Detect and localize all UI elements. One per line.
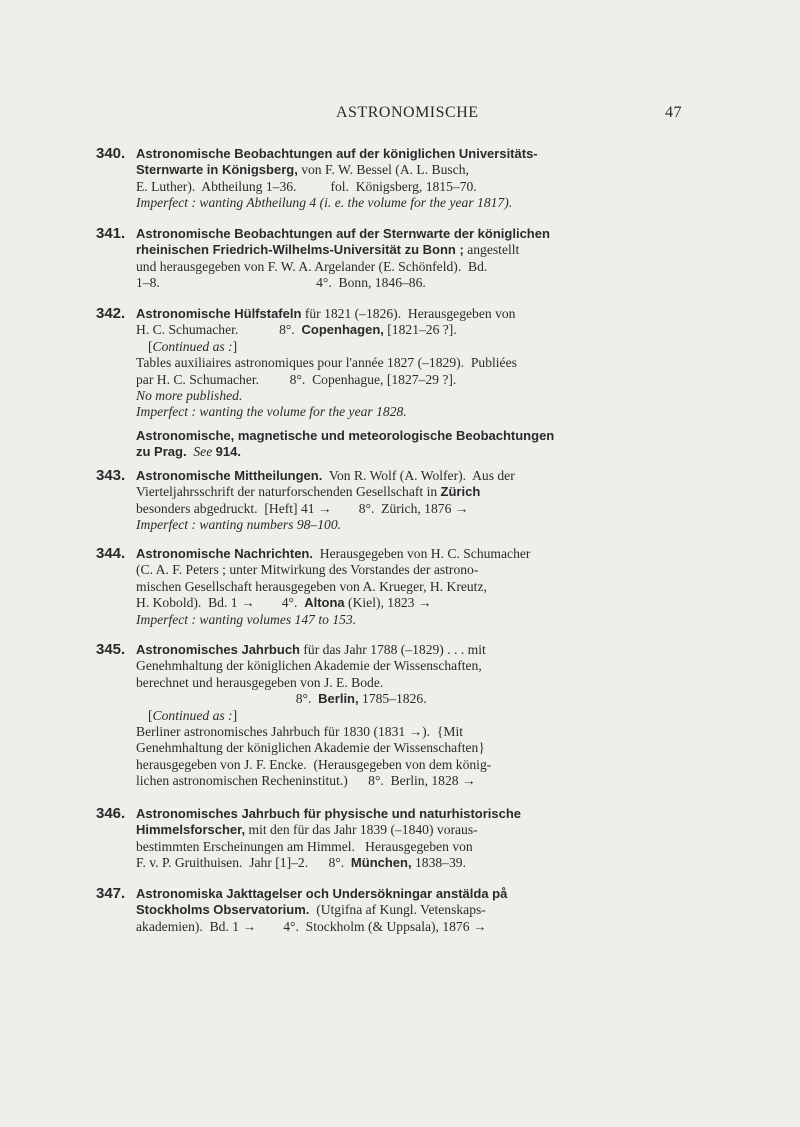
- page-header: [96, 104, 682, 126]
- catalog-entry-345: [96, 642, 716, 790]
- text-segment: H. Kobold). Bd. 1 → 4°.: [136, 595, 305, 611]
- entry-body: [136, 146, 716, 212]
- entry-body: [136, 546, 716, 628]
- catalog-entry-347: [96, 886, 716, 935]
- text-segment: No more published.: [136, 388, 243, 404]
- entry-line: [136, 642, 716, 658]
- entry-number: 342.: [96, 305, 126, 322]
- entry-line: [136, 822, 716, 838]
- text-segment: Herausgegeben von H. C. Schumacher: [313, 546, 531, 561]
- entry-line: [136, 658, 716, 674]
- text-segment: besonders abgedruckt. [Heft] 41 → 8°. Zürich, 1876 →: [136, 500, 469, 516]
- text-segment: (C. A. F. Peters ; unter Mitwirkung des Vorstandes der astrono-: [136, 562, 479, 578]
- cross-reference: [136, 428, 716, 461]
- text-segment: Berlin,: [318, 691, 359, 707]
- text-segment: Copenhagen,: [301, 322, 384, 338]
- text-segment: See: [193, 444, 213, 460]
- entry-line: [136, 355, 716, 371]
- entry-line: [136, 562, 716, 578]
- text-segment: Astronomisches Jahrbuch: [136, 642, 300, 657]
- text-segment: Imperfect : wanting volumes 147 to 153.: [136, 611, 357, 627]
- entry-line: [136, 179, 716, 195]
- entry-line: [136, 806, 716, 822]
- text-segment: von F. W. Bessel (A. L. Busch,: [297, 162, 469, 178]
- text-segment: Imperfect : wanting numbers 98–100.: [136, 517, 342, 533]
- text-segment: F. v. P. Gruithuisen. Jahr [1]–2. 8°.: [136, 855, 351, 871]
- text-segment: 8°.: [136, 691, 319, 707]
- entry-number: 346.: [96, 805, 126, 822]
- entry-line: [136, 501, 716, 517]
- text-segment: (Utgifna af Kungl. Vetenskaps-: [309, 902, 486, 918]
- entry-line: [136, 484, 716, 500]
- text-segment: [1821–26 ?].: [383, 322, 457, 338]
- text-segment: [: [148, 338, 153, 354]
- entry-line: [136, 839, 716, 855]
- entry-body: [136, 886, 716, 935]
- text-segment: Astronomische Beobachtungen auf der königlichen Universitäts-: [136, 146, 538, 161]
- text-segment: par H. C. Schumacher. 8°. Copenhague, [1827–29 ?].: [136, 371, 457, 387]
- entry-line: [136, 372, 716, 388]
- entry-line: [136, 579, 716, 595]
- text-segment: Continued as :: [152, 338, 233, 354]
- text-segment: Imperfect : wanting Abtheilung 4 (i. e. the volume for the year 1817).: [136, 195, 513, 211]
- entry-line: [136, 708, 716, 724]
- entry-line: [136, 773, 716, 789]
- entry-line: [136, 612, 716, 628]
- text-segment: Von R. Wolf (A. Wolfer). Aus der: [322, 468, 515, 483]
- text-segment: Sternwarte in Königsberg,: [136, 162, 298, 178]
- catalog-entry-340: [96, 146, 716, 212]
- text-segment: 914.: [215, 444, 241, 460]
- text-segment: Genehmhaltung der königlichen Akademie der Wissenschaften}: [136, 740, 485, 756]
- entry-number: 343.: [96, 467, 126, 484]
- catalog-entry-344: [96, 546, 716, 628]
- entry-line: [136, 517, 716, 533]
- text-segment: Imperfect : wanting the volume for the year 1828.: [136, 404, 407, 420]
- entry-number: 344.: [96, 545, 126, 562]
- text-segment: bestimmten Erscheinungen am Himmel. Herausgegeben von: [136, 838, 473, 854]
- catalog-entry-346: [96, 806, 716, 872]
- entry-line: [136, 675, 716, 691]
- entry-body: [136, 226, 716, 292]
- entry-body: [136, 428, 716, 461]
- text-segment: Continued as :: [152, 707, 233, 723]
- text-segment: ]: [232, 338, 238, 354]
- catalog-entry-341: [96, 226, 716, 292]
- text-segment: Stockholms Observatorium.: [136, 902, 310, 918]
- text-segment: angestellt: [463, 242, 520, 258]
- entry-body: [136, 306, 716, 421]
- entry-line: [136, 322, 716, 338]
- text-segment: Tables auxiliaires astronomiques pour l'année 1827 (–1829). Publiées: [136, 355, 517, 371]
- page-number: 47: [665, 104, 682, 121]
- entry-line: [136, 242, 716, 258]
- entry-line: [136, 226, 716, 242]
- text-segment: Astronomische Beobachtungen auf der Sternwarte der königlichen: [136, 226, 550, 241]
- text-segment: Astronomiska Jakttagelser och Undersökningar anstälda på: [136, 886, 508, 901]
- text-segment: zu Prag.: [136, 444, 187, 460]
- entry-line: [136, 855, 716, 871]
- entry-line: [136, 546, 716, 562]
- text-segment: München,: [350, 855, 412, 871]
- entry-line: [136, 444, 716, 460]
- text-segment: H. C. Schumacher. 8°.: [136, 322, 302, 338]
- text-segment: [: [148, 707, 153, 723]
- text-segment: und herausgegeben von F. W. A. Argelander (E. Schönfeld). Bd.: [136, 258, 488, 274]
- text-segment: Altona: [304, 595, 345, 611]
- text-segment: E. Luther). Abtheilung 1–36. fol. Königsberg, 1815–70.: [136, 178, 477, 194]
- entry-line: [136, 388, 716, 404]
- text-segment: berechnet und herausgegeben von J. E. Bode.: [136, 674, 384, 690]
- text-segment: Genehmhaltung der königlichen Akademie der Wissenschaften,: [136, 658, 482, 674]
- text-segment: (Kiel), 1823 →: [344, 595, 432, 611]
- text-segment: herausgegeben von J. F. Encke. (Herausgegeben von dem könig-: [136, 756, 492, 772]
- catalog-entry-342: [96, 306, 716, 421]
- entry-line: [136, 306, 716, 322]
- text-segment: Astronomische Hülfstafeln: [136, 306, 302, 321]
- text-segment: rheinischen Friedrich-Wilhelms-Universität zu Bonn ;: [136, 242, 464, 258]
- text-segment: Himmelsforscher,: [136, 822, 246, 838]
- text-segment: Astronomische Nachrichten.: [136, 546, 313, 561]
- entry-line: [136, 595, 716, 611]
- text-segment: für 1821 (–1826). Herausgegeben von: [301, 306, 516, 321]
- entry-line: [136, 428, 716, 444]
- text-segment: akademien). Bd. 1 → 4°. Stockholm (& Uppsala), 1876 →: [136, 918, 487, 934]
- entry-line: [136, 902, 716, 918]
- text-segment: 1838–39.: [411, 855, 466, 871]
- entry-line: [136, 740, 716, 756]
- entry-line: [136, 919, 716, 935]
- running-title: ASTRONOMISCHE: [336, 104, 479, 121]
- entry-body: [136, 642, 716, 790]
- entry-line: [136, 724, 716, 740]
- text-segment: Berliner astronomisches Jahrbuch für 1830 (1831 →). {Mit: [136, 724, 464, 740]
- text-segment: Astronomisches Jahrbuch für physische und naturhistorische: [136, 806, 522, 821]
- entry-line: [136, 886, 716, 902]
- catalog-entry-343: [96, 468, 716, 534]
- entry-number: 341.: [96, 225, 126, 242]
- text-segment: Zürich: [440, 484, 481, 500]
- entry-line: [136, 146, 716, 162]
- entry-line: [136, 259, 716, 275]
- text-segment: Astronomische, magnetische und meteorologische Beobachtungen: [136, 428, 555, 443]
- entry-line: [136, 691, 716, 707]
- text-segment: mit den für das Jahr 1839 (–1840) voraus-: [245, 822, 478, 838]
- entry-body: [136, 468, 716, 534]
- entry-line: [136, 757, 716, 773]
- entry-line: [136, 468, 716, 484]
- text-segment: für das Jahr 1788 (–1829) . . . mit: [300, 642, 486, 657]
- text-segment: ]: [232, 707, 238, 723]
- entry-line: [136, 162, 716, 178]
- entry-number: 347.: [96, 885, 126, 902]
- entry-line: [136, 404, 716, 420]
- entry-body: [136, 806, 716, 872]
- text-segment: mischen Gesellschaft herausgegeben von A. Krueger, H. Kreutz,: [136, 578, 487, 594]
- text-segment: Astronomische Mittheilungen.: [136, 468, 323, 483]
- entry-line: [136, 195, 716, 211]
- text-segment: 1785–1826.: [358, 691, 427, 707]
- entry-line: [136, 275, 716, 291]
- text-segment: lichen astronomischen Recheninstitut.) 8°. Berlin, 1828 →: [136, 773, 476, 789]
- entry-line: [136, 339, 716, 355]
- text-segment: 1–8. 4°. Bonn, 1846–86.: [136, 275, 426, 291]
- entry-number: 340.: [96, 145, 126, 162]
- text-segment: Vierteljahrsschrift der naturforschenden Gesellschaft in: [136, 484, 441, 500]
- entry-number: 345.: [96, 641, 126, 658]
